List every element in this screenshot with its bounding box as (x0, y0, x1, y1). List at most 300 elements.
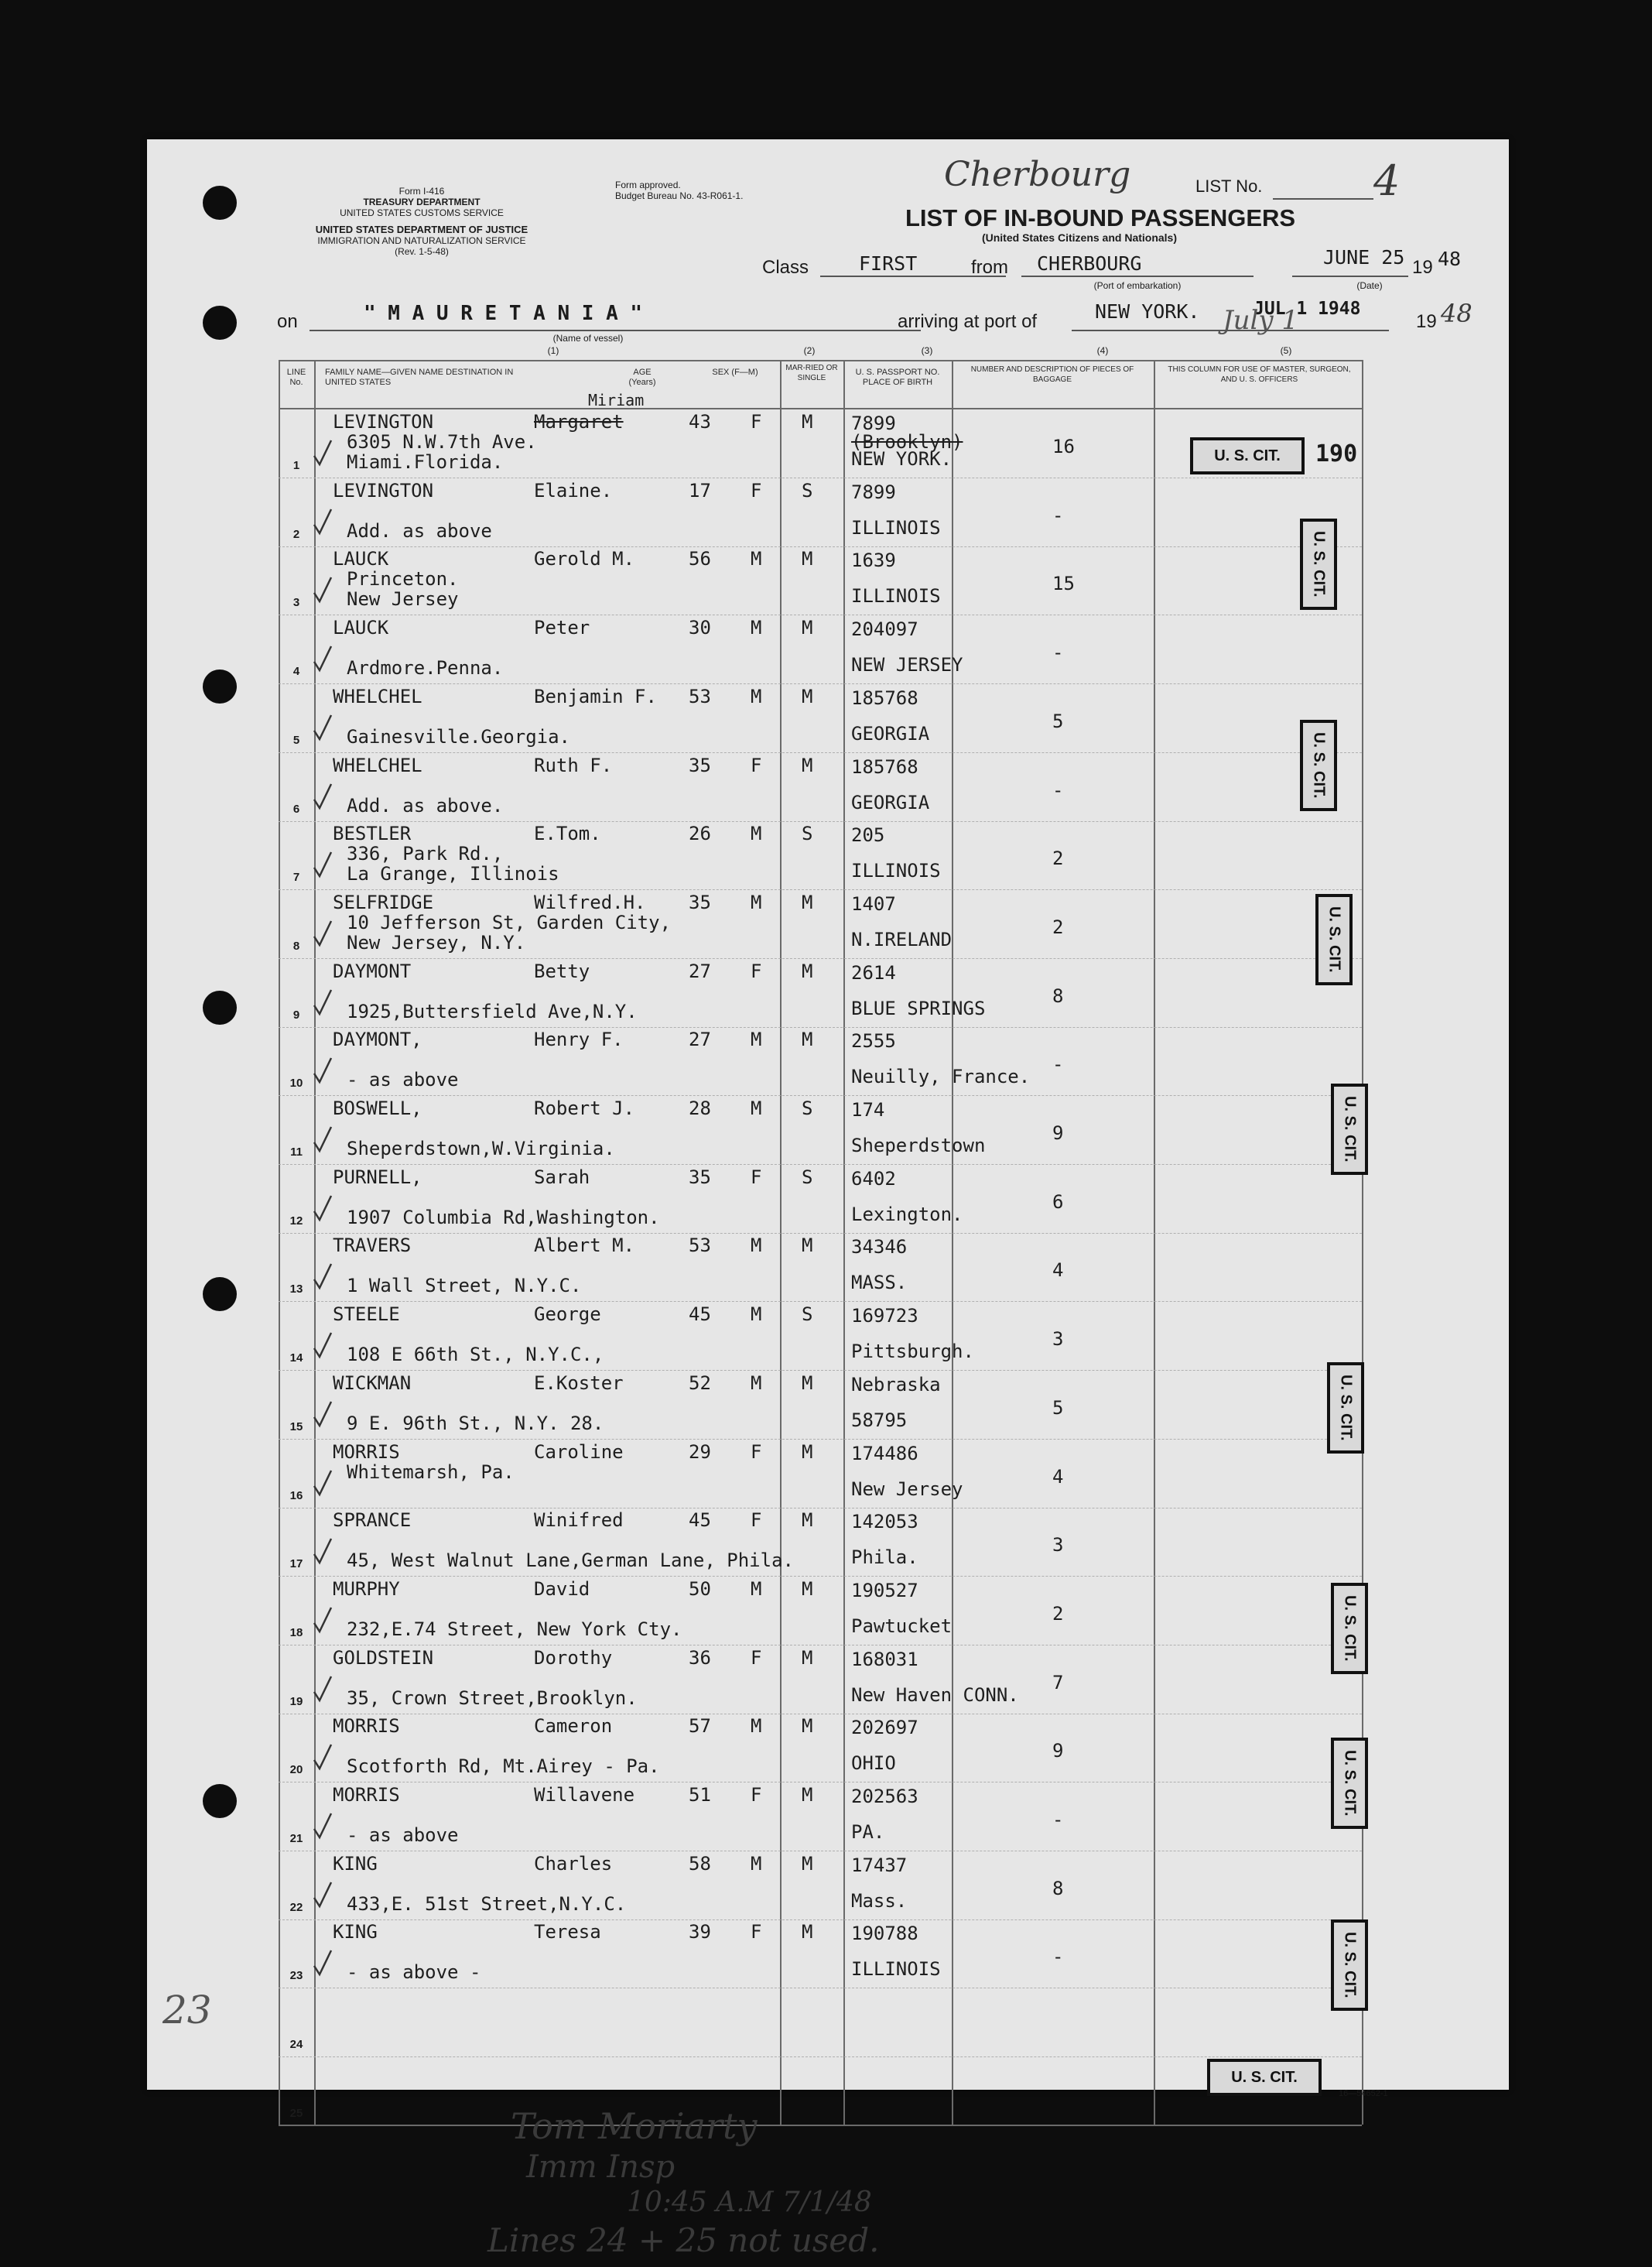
given-name: Ruth F. (534, 754, 613, 776)
given-name: E.Tom. (534, 823, 601, 845)
address-line-2: La Grange, Illinois (347, 863, 559, 885)
us-cit-stamp: U. S. CIT. (1300, 720, 1337, 811)
passport-number: 7899 (851, 481, 896, 503)
birth-place: N.IRELAND (851, 928, 953, 950)
age: 30 (689, 617, 711, 639)
us-cit-stamp: U. S. CIT. (1300, 519, 1337, 610)
marital-status: M (802, 754, 813, 776)
age: 29 (689, 1440, 711, 1463)
marital-status: M (802, 1577, 813, 1600)
line-number: 17 (289, 1557, 303, 1571)
family-name: LAUCK (333, 548, 389, 570)
birth-place: NEW YORK. (851, 448, 953, 470)
family-name: MURPHY (333, 1577, 400, 1600)
family-name: BESTLER (333, 823, 412, 845)
table-row (279, 545, 1362, 615)
class-label: Class (762, 257, 809, 278)
family-name: GOLDSTEIN (333, 1646, 434, 1669)
punch-hole (203, 1277, 237, 1311)
given-name: Albert M. (534, 1235, 635, 1257)
birth-place: Neuilly, France. (851, 1066, 1031, 1088)
given-name: George (534, 1303, 601, 1326)
given-name: Peter (534, 617, 590, 639)
birth-place: MASS. (851, 1272, 908, 1294)
baggage-count: 5 (1052, 1396, 1064, 1419)
passport-number: 168031 (851, 1648, 918, 1670)
sex: M (751, 1029, 762, 1051)
family-name: KING (333, 1852, 378, 1875)
col-num-4: (4) (1096, 345, 1109, 356)
line-number: 21 (289, 1832, 303, 1845)
given-name: Willavene (534, 1784, 635, 1806)
given-name: Caroline (534, 1440, 624, 1463)
us-cit-stamp: U. S. CIT. (1327, 1362, 1364, 1454)
birth-place: ILLINOIS (851, 860, 941, 882)
marital-status: M (802, 1646, 813, 1669)
passport-number: 1407 (851, 892, 896, 915)
address-line-2: 9 E. 96th St., N.Y. 28. (347, 1412, 604, 1434)
col-passport: U. S. PASSPORT NO. PLACE OF BIRTH (855, 368, 940, 387)
sex: F (751, 1784, 762, 1806)
arrival-date-handwritten: July 1 (1223, 305, 1299, 336)
age: 26 (689, 823, 711, 845)
check-mark-icon (313, 645, 333, 673)
baggage-count: 7 (1052, 1671, 1064, 1693)
sex: M (751, 548, 762, 570)
age: 43 (689, 411, 711, 433)
baggage-count: 8 (1052, 985, 1064, 1007)
table-row (279, 889, 1362, 958)
age: 56 (689, 548, 711, 570)
baggage-count: - (1052, 504, 1064, 526)
family-name: STEELE (333, 1303, 400, 1326)
address-line-2: Scotforth Rd, Mt.Airey - Pa. (347, 1755, 660, 1778)
col-name: FAMILY NAME—GIVEN NAME DESTINATION IN UNITED STATES (325, 368, 514, 387)
address-line-2: Miami.Florida. (347, 451, 504, 473)
family-name: SELFRIDGE (333, 891, 434, 913)
col-num-2: (2) (803, 345, 816, 356)
form-number: Form I-416 (398, 186, 445, 197)
address-line-1: 336, Park Rd., (347, 843, 504, 865)
table-row (279, 1231, 1362, 1301)
line-number: 8 (292, 939, 300, 953)
baggage-count: 2 (1052, 916, 1064, 938)
given-name: Cameron (534, 1715, 613, 1738)
marital-status: M (802, 548, 813, 570)
given-name: Benjamin F. (534, 685, 657, 707)
age: 17 (689, 479, 711, 502)
family-name: SPRANCE (333, 1509, 412, 1532)
passport-number: 1639 (851, 550, 896, 572)
line-number: 25 (289, 2106, 303, 2120)
marital-status: M (802, 1235, 813, 1257)
check-mark-icon (313, 1262, 333, 1290)
table-row (279, 1575, 1362, 1645)
check-mark-icon (313, 714, 333, 741)
given-name: E.Koster (534, 1372, 624, 1394)
address-line-2: 433,E. 51st Street,N.Y.C. (347, 1892, 627, 1915)
sex: F (751, 754, 762, 776)
age: 28 (689, 1098, 711, 1119)
age: 35 (689, 891, 711, 913)
arriving-port: NEW YORK. (1095, 300, 1200, 323)
passport-number: 6402 (851, 1167, 896, 1190)
treasury-dept: TREASURY DEPARTMENT (363, 197, 481, 207)
baggage-count: 3 (1052, 1534, 1064, 1556)
customs-service: UNITED STATES CUSTOMS SERVICE (340, 207, 504, 218)
birth-place: 58795 (851, 1409, 908, 1431)
table-row (279, 1781, 1362, 1851)
table-row (279, 1094, 1362, 1164)
baggage-count: 9 (1052, 1122, 1064, 1144)
check-mark-icon (313, 508, 333, 536)
given-name: Sarah (534, 1166, 590, 1188)
handwritten-port: Cherbourg (944, 155, 1131, 194)
line-number: 1 (292, 459, 300, 472)
address-line-2: 232,E.74 Street, New York Cty. (347, 1618, 682, 1640)
sex: M (751, 1098, 762, 1119)
address-line-2: Add. as above. (347, 794, 504, 817)
passport-number: 2614 (851, 961, 896, 984)
lines-not-used-note: Lines 24 + 25 not used. (487, 2221, 880, 2259)
age: 57 (689, 1715, 711, 1738)
col-baggage: NUMBER AND DESCRIPTION OF PIECES OF BAGGAGE (970, 365, 1134, 384)
passport-number: 204097 (851, 618, 918, 641)
table-row (279, 614, 1362, 683)
sex: M (751, 1577, 762, 1600)
us-cit-stamp: U. S. CIT. (1207, 2059, 1322, 2096)
col-age: AGE (Years) (628, 368, 656, 387)
address-line-2: Add. as above (347, 519, 492, 542)
family-name: WICKMAN (333, 1372, 412, 1394)
birth-place: GEORGIA (851, 791, 930, 813)
age: 53 (689, 685, 711, 707)
birth-place: NEW JERSEY (851, 654, 963, 676)
punch-hole (203, 991, 237, 1025)
marital-status: M (802, 1784, 813, 1806)
class-value: FIRST (859, 252, 918, 275)
address-line-1: Princeton. (347, 568, 459, 591)
passport-number: 174 (851, 1099, 885, 1121)
passport-number: 185768 (851, 755, 918, 778)
age: 53 (689, 1235, 711, 1257)
line-number: 19 (289, 1694, 303, 1708)
ins-service: IMMIGRATION AND NATURALIZATION SERVICE (317, 235, 526, 246)
col-num-1: (1) (547, 345, 559, 356)
birth-place: ILLINOIS (851, 516, 941, 539)
given-name: Charles (534, 1852, 613, 1875)
check-mark-icon (313, 1881, 333, 1909)
given-name: Teresa (534, 1921, 601, 1943)
check-mark-icon (313, 1606, 333, 1634)
line-number: 4 (292, 665, 300, 679)
family-name: BOSWELL, (333, 1098, 422, 1119)
table-row (279, 1026, 1362, 1095)
on-label: on (277, 311, 298, 332)
age: 39 (689, 1921, 711, 1943)
address-line-1: 10 Jefferson St, Garden City, (347, 911, 672, 933)
date-19: 19 (1412, 257, 1433, 278)
passport-number: 174486 (851, 1442, 918, 1464)
address-line-2: Sheperdstown,W.Virginia. (347, 1138, 615, 1159)
sex: M (751, 1235, 762, 1257)
baggage-count: 9 (1052, 1740, 1064, 1762)
baggage-count: 8 (1052, 1877, 1064, 1899)
baggage-count: 4 (1052, 1465, 1064, 1488)
baggage-count: - (1052, 1809, 1064, 1830)
marital-status: S (802, 479, 813, 502)
passport-number: 190527 (851, 1579, 918, 1601)
table-row (279, 1644, 1362, 1714)
address-line-2: Gainesville.Georgia. (347, 725, 570, 748)
birth-place: ILLINOIS (851, 585, 941, 608)
passport-number: 205 (851, 824, 885, 847)
passport-number: 185768 (851, 687, 918, 709)
us-cit-stamp: U. S. CIT. (1331, 1919, 1368, 2011)
date-caption: (Date) (1356, 280, 1383, 291)
family-name: MORRIS (333, 1715, 400, 1738)
address-line-1: Whitemarsh, Pa. (347, 1461, 515, 1483)
baggage-count: 16 (1052, 436, 1075, 457)
check-mark-icon (313, 1125, 333, 1153)
family-name: TRAVERS (333, 1235, 412, 1257)
family-name: MORRIS (333, 1784, 400, 1806)
baggage-count: 6 (1052, 1190, 1064, 1213)
given-name: Elaine. (534, 479, 613, 502)
table-row (279, 752, 1362, 821)
check-mark-icon (313, 1194, 333, 1222)
birth-place-struck: (Brooklyn) (851, 431, 963, 453)
sex: M (751, 1715, 762, 1738)
col-officers: THIS COLUMN FOR USE OF MASTER, SURGEON, AND U. S. OFFICERS (1168, 365, 1351, 384)
check-mark-icon (313, 1331, 333, 1359)
birth-place: PA. (851, 1821, 885, 1843)
birth-place: Pittsburgh. (851, 1341, 974, 1363)
marital-status: M (802, 1372, 813, 1394)
list-no-label: LIST No. (1195, 176, 1263, 196)
check-mark-icon (313, 1743, 333, 1771)
birth-place: New Haven CONN. (851, 1683, 1019, 1706)
birth-place: ILLINOIS (851, 1958, 941, 1981)
family-name: WHELCHEL (333, 754, 422, 776)
check-mark-icon (313, 1400, 333, 1428)
age: 45 (689, 1509, 711, 1532)
marital-status: M (802, 1921, 813, 1943)
address-line-2: 45, West Walnut Lane,German Lane, Phila. (347, 1550, 794, 1572)
baggage-count: 3 (1052, 1328, 1064, 1351)
baggage-count: 2 (1052, 848, 1064, 870)
given-name-correction: Miriam (588, 391, 645, 409)
sex: F (751, 960, 762, 982)
line-number: 5 (292, 733, 300, 747)
passport-number: 202563 (851, 1786, 918, 1807)
line-number: 23 (289, 1969, 303, 1983)
sex: M (751, 823, 762, 845)
address-line-2: 35, Crown Street,Brooklyn. (347, 1687, 638, 1709)
family-name: LAUCK (333, 617, 389, 639)
line-number: 12 (289, 1214, 303, 1228)
given-name: Henry F. (534, 1029, 624, 1051)
address-line-2: - as above (347, 1824, 459, 1846)
given-name: Margaret (534, 411, 624, 433)
sex: F (751, 1921, 762, 1943)
line-number: 18 (289, 1625, 303, 1639)
line-number: 15 (289, 1419, 303, 1433)
col-sex: SEX (F—M) (712, 368, 758, 377)
sex: M (751, 685, 762, 707)
address-line-2: 1 Wall Street, N.Y.C. (347, 1275, 582, 1297)
date-value: JUNE 25 (1323, 246, 1405, 269)
col-married: MAR-RIED OR SINGLE (785, 364, 838, 382)
passport-number: 7899 (851, 413, 896, 434)
date-year: 48 (1438, 248, 1462, 270)
us-cit-stamp: U. S. CIT. (1315, 894, 1353, 985)
baggage-count: 15 (1052, 573, 1075, 595)
baggage-count: - (1052, 1946, 1064, 1968)
baggage-count: - (1052, 779, 1064, 801)
sex: M (751, 1852, 762, 1875)
marital-status: S (802, 1098, 813, 1119)
footer-code: 16—54652-1 (1339, 2089, 1388, 2098)
family-name: LEVINGTON (333, 479, 434, 502)
baggage-count: - (1052, 1053, 1064, 1076)
age: 50 (689, 1577, 711, 1600)
age: 52 (689, 1372, 711, 1394)
arriving-label: arriving at port of (898, 311, 1038, 332)
marital-status: M (802, 1029, 813, 1051)
address-line-2: Ardmore.Penna. (347, 657, 504, 680)
birth-place: Phila. (851, 1546, 918, 1569)
marital-status: S (802, 823, 813, 845)
form-title: LIST OF IN-BOUND PASSENGERS (905, 204, 1296, 231)
us-cit-stamp: U. S. CIT. (1331, 1583, 1368, 1674)
age: 58 (689, 1852, 711, 1875)
check-mark-icon (313, 1675, 333, 1703)
family-name: MORRIS (333, 1440, 400, 1463)
birth-place: BLUE SPRINGS (851, 997, 986, 1019)
us-cit-stamp: U. S. CIT. (1331, 1738, 1368, 1829)
budget-bureau: Budget Bureau No. 43-R061-1. (615, 190, 744, 201)
address-line-2: - as above (347, 1069, 459, 1091)
sex: F (751, 1646, 762, 1669)
age: 27 (689, 1029, 711, 1051)
table-row (279, 1987, 1362, 2056)
officer-number: 190 (1315, 440, 1358, 467)
table-row (279, 1506, 1362, 1576)
age: 27 (689, 960, 711, 982)
check-mark-icon (313, 576, 333, 604)
punch-hole (203, 669, 237, 704)
marital-status: M (802, 960, 813, 982)
arrival-date-stamp: JUL 1 1948 (1254, 299, 1361, 319)
check-mark-icon (313, 782, 333, 810)
age: 45 (689, 1303, 711, 1326)
marital-status: M (802, 1509, 813, 1532)
line-number: 24 (289, 2038, 303, 2052)
check-mark-icon (313, 919, 333, 947)
from-value: CHERBOURG (1037, 252, 1142, 275)
age: 36 (689, 1646, 711, 1669)
marital-status: M (802, 1440, 813, 1463)
birth-place: Mass. (851, 1889, 908, 1912)
table-row (279, 1163, 1362, 1233)
sex: F (751, 1440, 762, 1463)
table-row (279, 2056, 1362, 2125)
table-row (279, 1850, 1362, 1919)
line-number: 6 (292, 802, 300, 816)
vessel-caption: (Name of vessel) (552, 333, 624, 344)
age: 35 (689, 754, 711, 776)
form-subtitle: (United States Citizens and Nationals) (981, 231, 1178, 244)
given-name: David (534, 1577, 590, 1600)
given-name: Wilfred.H. (534, 891, 646, 913)
line-number: 10 (289, 1077, 303, 1091)
inspection-time: 10:45 A.M 7/1/48 (627, 2187, 872, 2218)
sex: M (751, 1303, 762, 1326)
family-name: PURNELL, (333, 1166, 422, 1188)
check-mark-icon (313, 439, 333, 467)
age: 51 (689, 1784, 711, 1806)
address-line-2: New Jersey (347, 588, 459, 611)
port-caption: (Port of embarkation) (1093, 280, 1182, 291)
marital-status: M (802, 411, 813, 433)
line-number: 16 (289, 1488, 303, 1502)
address-line-2: 108 E 66th St., N.Y.C., (347, 1344, 604, 1366)
sex: M (751, 617, 762, 639)
table-row (279, 683, 1362, 752)
margin-note: 23 (162, 1988, 212, 2032)
table-row (279, 1438, 1362, 1508)
baggage-count: 5 (1052, 710, 1064, 732)
justice-dept: UNITED STATES DEPARTMENT OF JUSTICE (315, 224, 528, 235)
punch-hole (203, 1784, 237, 1818)
marital-status: M (802, 617, 813, 639)
given-name: Dorothy (534, 1646, 613, 1669)
marital-status: M (802, 1715, 813, 1738)
check-mark-icon (313, 1056, 333, 1084)
marital-status: M (802, 685, 813, 707)
check-mark-icon (313, 988, 333, 1016)
passport-number: 34346 (851, 1236, 908, 1258)
vessel-name: " M A U R E T A N I A " (364, 302, 643, 325)
birth-place: New Jersey (851, 1478, 963, 1500)
manifest-sheet (147, 139, 1509, 2259)
punch-hole (203, 306, 237, 340)
from-label: from (971, 257, 1008, 278)
us-cit-stamp: U. S. CIT. (1331, 1084, 1368, 1175)
col-line-no: LINE No. (286, 368, 306, 387)
sex: F (751, 411, 762, 433)
address-line-2: - as above - (347, 1961, 481, 1984)
passport-number: 17437 (851, 1854, 908, 1876)
passport-number: 2555 (851, 1030, 896, 1053)
punch-hole (203, 186, 237, 220)
birth-place: Sheperdstown (851, 1135, 986, 1156)
given-name: Winifred (534, 1509, 624, 1532)
address-line-2: 1907 Columbia Rd,Washington. (347, 1206, 660, 1228)
marital-status: M (802, 891, 813, 913)
given-name: Gerold M. (534, 548, 635, 570)
sex: M (751, 891, 762, 913)
address-line-2: New Jersey, N.Y. (347, 931, 526, 954)
table-row (279, 1369, 1362, 1439)
line-number: 11 (290, 1145, 303, 1159)
form-approved: Form approved. (615, 180, 681, 190)
sex: M (751, 1372, 762, 1394)
check-mark-icon (313, 1537, 333, 1565)
table-row (279, 1300, 1362, 1370)
birth-place: GEORGIA (851, 722, 930, 745)
